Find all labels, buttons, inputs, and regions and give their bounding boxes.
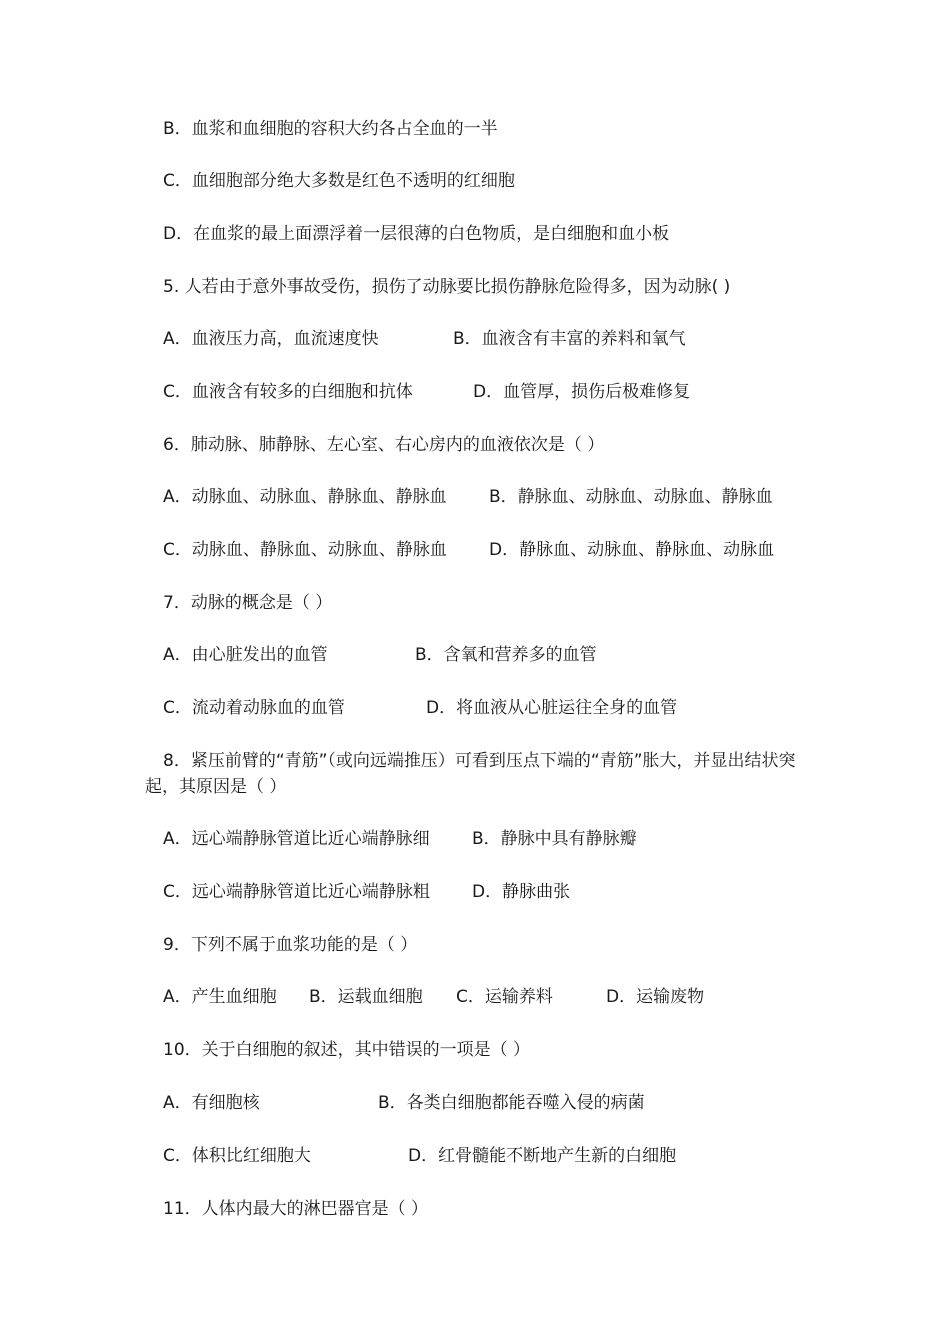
q6-option-b: B．静脉血、动脉血、动脉血、静脉血 bbox=[489, 487, 773, 507]
q9-option-a: A．产生血细胞 bbox=[163, 987, 277, 1007]
question-11: 11．人体内最大的淋巴器官是（ ） bbox=[163, 1199, 429, 1219]
q4-option-b: B．血浆和血细胞的容积大约各占全血的一半 bbox=[163, 119, 498, 139]
q9-options bbox=[163, 984, 704, 1010]
question-7: 7．动脉的概念是（ ） bbox=[163, 593, 333, 613]
q10-option-a: A．有细胞核 bbox=[163, 1093, 260, 1113]
q5-option-b: B．血液含有丰富的养料和氧气 bbox=[453, 329, 686, 349]
q10-option-c: C．体积比红细胞大 bbox=[163, 1146, 311, 1166]
question-5: 5. 人若由于意外事故受伤，损伤了动脉要比损伤静脉危险得多，因为动脉( ) bbox=[163, 277, 731, 297]
q7-option-a: A．由心脏发出的血管 bbox=[163, 645, 328, 665]
q7-options-cd bbox=[163, 695, 677, 721]
q8-option-d: D．静脉曲张 bbox=[472, 882, 571, 902]
q7-option-b: B．含氧和营养多的血管 bbox=[415, 645, 597, 665]
question-8: 8．紧压前臂的“青筋”（或向远端推压）可看到压点下端的“青筋”胀大，并显出结状突起，其原因是（ ） bbox=[145, 751, 796, 797]
q6-option-d: D．静脉血、动脉血、静脉血、动脉血 bbox=[489, 540, 775, 560]
q8-option-b: B．静脉中具有静脉瓣 bbox=[472, 829, 637, 849]
q5-option-d: D．血管厚，损伤后极难修复 bbox=[473, 382, 691, 402]
q10-options-ab bbox=[163, 1090, 645, 1116]
q10-option-b: B．各类白细胞都能吞噬入侵的病菌 bbox=[378, 1093, 645, 1113]
question-6: 6．肺动脉、肺静脉、左心室、右心房内的血液依次是（ ） bbox=[163, 435, 605, 455]
q6-option-a: A．动脉血、动脉血、静脉血、静脉血 bbox=[163, 487, 447, 507]
q9-option-b: B．运载血细胞 bbox=[309, 987, 423, 1007]
q9-option-d: D．运输废物 bbox=[606, 987, 705, 1007]
q9-option-c: C．运输养料 bbox=[456, 987, 553, 1007]
q8-option-c: C．远心端静脉管道比近心端静脉粗 bbox=[163, 882, 430, 902]
q8-option-a: A．远心端静脉管道比近心端静脉细 bbox=[163, 829, 430, 849]
q5-option-c: C．血液含有较多的白细胞和抗体 bbox=[163, 382, 413, 402]
question-9: 9．下列不属于血浆功能的是（ ） bbox=[163, 935, 418, 955]
q10-options-cd bbox=[163, 1143, 676, 1169]
q6-options-ab bbox=[163, 484, 773, 510]
q4-option-c: C．血细胞部分绝大多数是红色不透明的红细胞 bbox=[163, 171, 515, 191]
q7-options-ab bbox=[163, 642, 597, 668]
q6-option-c: C．动脉血、静脉血、动脉血、静脉血 bbox=[163, 540, 447, 560]
q5-options-cd bbox=[163, 379, 690, 405]
q4-option-d: D．在血浆的最上面漂浮着一层很薄的白色物质，是白细胞和血小板 bbox=[163, 224, 670, 244]
q7-option-c: C．流动着动脉血的血管 bbox=[163, 698, 345, 718]
q5-option-a: A．血液压力高，血流速度快 bbox=[163, 329, 379, 349]
q7-option-d: D．将血液从心脏运往全身的血管 bbox=[426, 698, 678, 718]
question-10: 10．关于白细胞的叙述，其中错误的一项是（ ） bbox=[163, 1040, 531, 1060]
q6-options-cd bbox=[163, 537, 774, 563]
q5-options-ab bbox=[163, 326, 686, 352]
q8-options-ab bbox=[163, 826, 637, 852]
q8-options-cd bbox=[163, 879, 570, 905]
q10-option-d: D．红骨髓能不断地产生新的白细胞 bbox=[408, 1146, 677, 1166]
